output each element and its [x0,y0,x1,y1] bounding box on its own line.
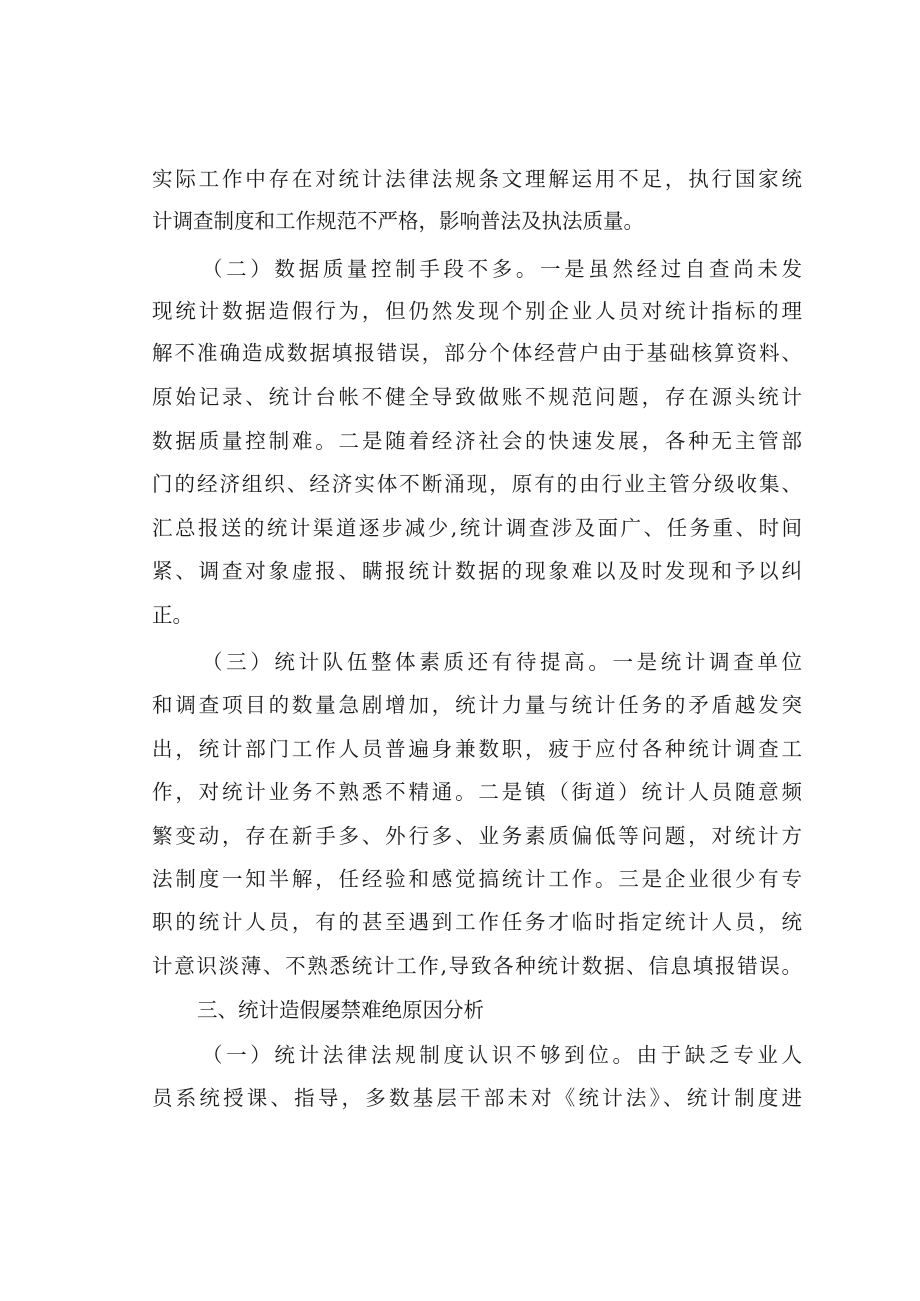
text-line: 数据质量控制难。二是随着经济社会的快速发展，各种无主管部 [152,429,802,453]
text-line: 计调查制度和工作规范不严格，影响普法及执法质量。 [152,209,644,233]
text-line: 计意识淡薄、不熟悉统计工作,导致各种统计数据、信息填报错误。 [152,954,802,978]
text-line: 门的经济组织、经济实体不断涌现，原有的由行业主管分级收集、 [152,472,802,496]
text-line: 员系统授课、指导，多数基层干部未对《统计法》、统计制度进 [152,1086,802,1110]
text-line: 繁变动，存在新手多、外行多、业务素质偏低等问题，对统计方 [152,824,802,848]
text-line: 原始记录、统计台帐不健全导致做账不规范问题，存在源头统计 [152,385,802,409]
text-line: 现统计数据造假行为，但仍然发现个别企业人员对统计指标的理 [152,299,802,323]
text-line: 正。 [152,603,193,627]
text-line: 作，对统计业务不熟悉不精通。二是镇（街道）统计人员随意频 [152,780,802,804]
text-line: （三）统计队伍整体素质还有待提高。一是统计调查单位 [202,650,802,674]
text-line: 解不准确造成数据填报错误，部分个体经营户由于基础核算资料、 [152,341,802,365]
text-line: 汇总报送的统计渠道逐步减少,统计调查涉及面广、任务重、时间 [152,516,802,540]
text-line: （一）统计法律法规制度认识不够到位。由于缺乏专业人 [202,1043,802,1067]
text-line: 出，统计部门工作人员普遍身兼数职，疲于应付各种统计调查工 [152,737,802,761]
text-line: 和调查项目的数量急剧增加，统计力量与统计任务的矛盾越发突 [152,693,802,717]
section-heading: 三、统计造假屡禁难绝原因分析 [197,998,484,1022]
text-line: 法制度一知半解，任经验和感觉搞统计工作。三是企业很少有专 [152,867,802,891]
text-line: 实际工作中存在对统计法律法规条文理解运用不足，执行国家统 [152,167,802,191]
text-line: （二）数据质量控制手段不多。一是虽然经过自查尚未发 [202,257,802,281]
text-line: 紧、调查对象虚报、瞒报统计数据的现象难以及时发现和予以纠 [152,559,802,583]
text-line: 职的统计人员，有的甚至遇到工作任务才临时指定统计人员，统 [152,910,802,934]
